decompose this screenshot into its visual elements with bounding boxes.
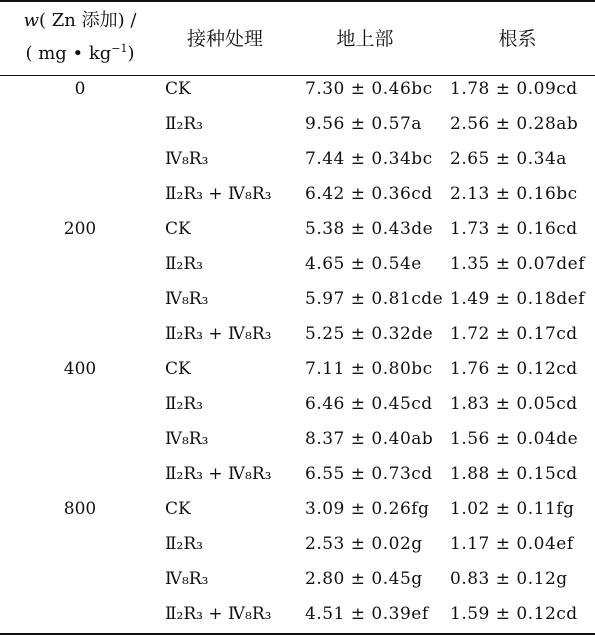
cell-treatment: Ⅱ₂R₃ <box>165 114 203 134</box>
header-zn-unit-exp: −1 <box>111 42 128 55</box>
cell-shoot-value: 2.53 ± 0.02g <box>305 534 423 554</box>
cell-shoot-value: 6.42 ± 0.36cd <box>305 184 433 204</box>
cell-shoot-value: 4.51 ± 0.39ef <box>305 604 429 624</box>
cell-zn-addition <box>0 317 160 352</box>
cell-zn-addition <box>0 177 160 212</box>
cell-root-value: 1.59 ± 0.12cd <box>450 604 578 624</box>
header-shoot: 地上部 <box>336 28 394 50</box>
header-zn-label: ( Zn 添加) / <box>39 10 137 31</box>
cell-treatment: Ⅱ₂R₃ + Ⅳ₈R₃ <box>165 604 272 624</box>
cell-treatment: CK <box>165 499 191 519</box>
table-row <box>0 247 595 282</box>
cell-root-value: 1.56 ± 0.04de <box>450 429 579 449</box>
cell-zn-addition <box>0 527 160 562</box>
cell-treatment: CK <box>165 359 191 379</box>
cell-zn-addition <box>0 107 160 142</box>
cell-shoot-value: 5.97 ± 0.81cde <box>305 289 444 309</box>
header-zn-unit-close: ) <box>127 43 135 64</box>
cell-treatment: Ⅱ₂R₃ + Ⅳ₈R₃ <box>165 324 272 344</box>
table-row <box>0 177 595 212</box>
cell-zn-addition: 0 <box>74 79 86 99</box>
cell-zn-addition: 800 <box>63 499 97 519</box>
cell-shoot-value: 3.09 ± 0.26fg <box>305 499 430 519</box>
cell-root-value: 1.17 ± 0.04ef <box>450 534 574 554</box>
cell-treatment: CK <box>165 79 191 99</box>
cell-root-value: 1.76 ± 0.12cd <box>450 359 578 379</box>
cell-root-value: 1.73 ± 0.16cd <box>450 219 578 239</box>
cell-root-value: 0.83 ± 0.12g <box>450 569 568 589</box>
cell-root-value: 1.72 ± 0.17cd <box>450 324 578 344</box>
cell-zn-addition <box>0 247 160 282</box>
cell-root-value: 1.02 ± 0.11fg <box>450 499 575 519</box>
header-zn-line2 <box>25 35 134 68</box>
cell-shoot-value: 7.30 ± 0.46bc <box>305 79 433 99</box>
cell-shoot-value: 7.11 ± 0.80bc <box>305 359 433 379</box>
table-row <box>0 492 595 527</box>
cell-treatment: Ⅱ₂R₃ <box>165 254 203 274</box>
table-row <box>0 107 595 142</box>
cell-root-value: 2.65 ± 0.34a <box>450 149 567 169</box>
cell-root-value: 1.35 ± 0.07def <box>450 254 585 274</box>
header-treatment: 接种处理 <box>186 28 263 50</box>
cell-treatment: Ⅱ₂R₃ + Ⅳ₈R₃ <box>165 184 272 204</box>
cell-treatment: Ⅳ₈R₃ <box>165 149 209 169</box>
cell-shoot-value: 5.25 ± 0.32de <box>305 324 434 344</box>
table-row <box>0 422 595 457</box>
cell-zn-addition <box>0 387 160 422</box>
cell-root-value: 1.88 ± 0.15cd <box>450 464 578 484</box>
cell-shoot-value: 9.56 ± 0.57a <box>305 114 422 134</box>
cell-treatment: Ⅳ₈R₃ <box>165 289 209 309</box>
cell-treatment: Ⅱ₂R₃ <box>165 394 203 414</box>
table-row <box>0 282 595 317</box>
cell-shoot-value: 6.55 ± 0.73cd <box>305 464 433 484</box>
table-row <box>0 562 595 597</box>
cell-treatment: Ⅱ₂R₃ + Ⅳ₈R₃ <box>165 464 272 484</box>
table-row <box>0 457 595 492</box>
table-row <box>0 527 595 562</box>
cell-zn-addition <box>0 282 160 317</box>
cell-treatment: Ⅳ₈R₃ <box>165 569 209 589</box>
cell-zn-addition <box>0 457 160 492</box>
cell-treatment: Ⅳ₈R₃ <box>165 429 209 449</box>
table-row <box>0 317 595 352</box>
cell-zn-addition <box>0 597 160 632</box>
table-row <box>0 597 595 632</box>
cell-shoot-value: 6.46 ± 0.45cd <box>305 394 433 414</box>
cell-shoot-value: 5.38 ± 0.43de <box>305 219 434 239</box>
cell-zn-addition: 400 <box>63 359 97 379</box>
cell-root-value: 1.78 ± 0.09cd <box>450 79 578 99</box>
cell-zn-addition <box>0 562 160 597</box>
table-row <box>0 142 595 177</box>
cell-zn-addition: 200 <box>63 219 97 239</box>
cell-treatment: Ⅱ₂R₃ <box>165 534 203 554</box>
header-zn-line1 <box>24 7 137 35</box>
cell-shoot-value: 8.37 ± 0.40ab <box>305 429 434 449</box>
cell-treatment: CK <box>165 219 191 239</box>
header-root: 根系 <box>498 28 537 50</box>
cell-root-value: 1.49 ± 0.18def <box>450 289 585 309</box>
table-row <box>0 387 595 422</box>
header-zn-unit: ( mg • kg <box>25 43 112 64</box>
cell-shoot-value: 2.80 ± 0.45g <box>305 569 423 589</box>
cell-shoot-value: 7.44 ± 0.34bc <box>305 149 433 169</box>
cell-shoot-value: 4.65 ± 0.54e <box>305 254 422 274</box>
header-zn-addition <box>0 0 160 75</box>
table-row <box>0 212 595 247</box>
header-zn-w: w <box>23 10 40 31</box>
cell-root-value: 2.13 ± 0.16bc <box>450 184 578 204</box>
cell-zn-addition <box>0 422 160 457</box>
watermark <box>527 607 587 627</box>
table-row <box>0 352 595 387</box>
table-row <box>0 72 595 107</box>
cell-root-value: 2.56 ± 0.28ab <box>450 114 579 134</box>
cell-zn-addition <box>0 142 160 177</box>
cell-root-value: 1.83 ± 0.05cd <box>450 394 578 414</box>
